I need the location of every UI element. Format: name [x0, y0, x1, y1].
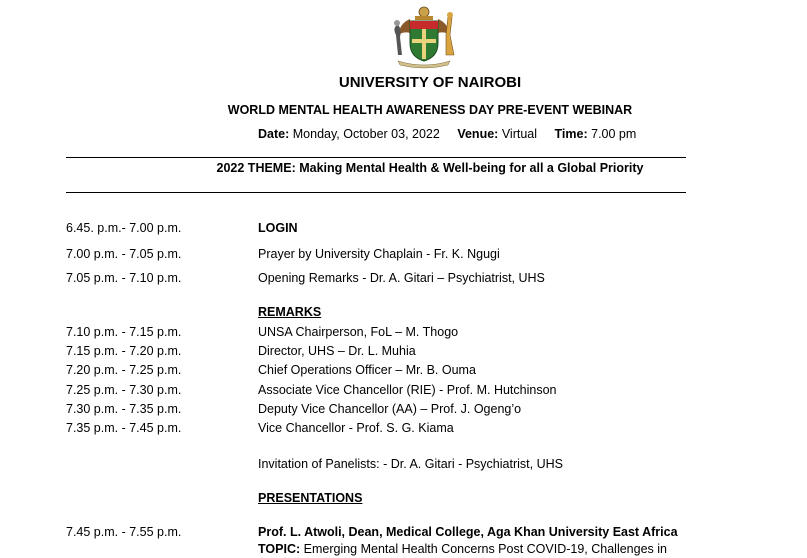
- remarks-item: Director, UHS – Dr. L. Muhia: [258, 344, 416, 358]
- university-name: UNIVERSITY OF NAIROBI: [338, 74, 522, 91]
- theme-line: [0, 161, 807, 175]
- remarks-heading: REMARKS: [258, 305, 322, 319]
- university-crest-icon: [388, 5, 460, 69]
- venue-label: Venue:: [457, 127, 499, 141]
- date-value: Monday, October 03, 2022: [292, 127, 440, 141]
- bottom-divider: [66, 192, 686, 193]
- prayer-item: Prayer by University Chaplain - Fr. K. Ngugi: [258, 247, 500, 261]
- opening-time: 7.05 p.m. - 7.10 p.m.: [66, 271, 182, 285]
- remarks-item: Vice Chancellor - Prof. S. G. Kiama: [258, 421, 454, 435]
- login-time: 6.45. p.m.- 7.00 p.m.: [66, 221, 182, 235]
- login-heading: LOGIN: [258, 221, 298, 235]
- remarks-time: 7.35 p.m. - 7.45 p.m.: [66, 421, 182, 435]
- event-details: [258, 127, 636, 141]
- event-title: WORLD MENTAL HEALTH AWARENESS DAY PRE-EVENT WEBINAR: [227, 103, 633, 117]
- venue-value: Virtual: [501, 127, 538, 141]
- time-value: 7.00 pm: [591, 127, 637, 141]
- remarks-time: 7.15 p.m. - 7.20 p.m.: [66, 344, 182, 358]
- top-divider: [66, 157, 686, 158]
- topic-label: TOPIC:: [258, 542, 301, 556]
- invitation-line: Invitation of Panelists: - Dr. A. Gitari - Psychiatrist, UHS: [258, 457, 563, 471]
- theme-value: : Making Mental Health & Well-being for all a Global Priority: [291, 161, 644, 175]
- remarks-item: Chief Operations Officer – Mr. B. Ouma: [258, 363, 476, 377]
- topic-line: [258, 542, 667, 556]
- remarks-time: 7.25 p.m. - 7.30 p.m.: [66, 383, 182, 397]
- presentations-heading: PRESENTATIONS: [258, 491, 363, 505]
- remarks-time: 7.20 p.m. - 7.25 p.m.: [66, 363, 182, 377]
- opening-item: Opening Remarks - Dr. A. Gitari – Psychiatrist, UHS: [258, 271, 545, 285]
- remarks-item: UNSA Chairperson, FoL – M. Thogo: [258, 325, 459, 339]
- time-label: Time:: [554, 127, 588, 141]
- remarks-time: 7.10 p.m. - 7.15 p.m.: [66, 325, 182, 339]
- theme-label: 2022 THEME: [216, 161, 292, 175]
- date-label: Date:: [258, 127, 290, 141]
- remarks-item: Deputy Vice Chancellor (AA) – Prof. J. Ogeng’o: [258, 402, 522, 416]
- remarks-item: Associate Vice Chancellor (RIE) - Prof. M. Hutchinson: [258, 383, 557, 397]
- remarks-time: 7.30 p.m. - 7.35 p.m.: [66, 402, 182, 416]
- presentation-time: 7.45 p.m. - 7.55 p.m.: [66, 525, 182, 539]
- presenter-name: Prof. L. Atwoli, Dean, Medical College, Aga Khan University East Africa: [258, 525, 678, 539]
- prayer-time: 7.00 p.m. - 7.05 p.m.: [66, 247, 182, 261]
- topic-value: Emerging Mental Health Concerns Post COVID-19, Challenges in: [303, 542, 667, 556]
